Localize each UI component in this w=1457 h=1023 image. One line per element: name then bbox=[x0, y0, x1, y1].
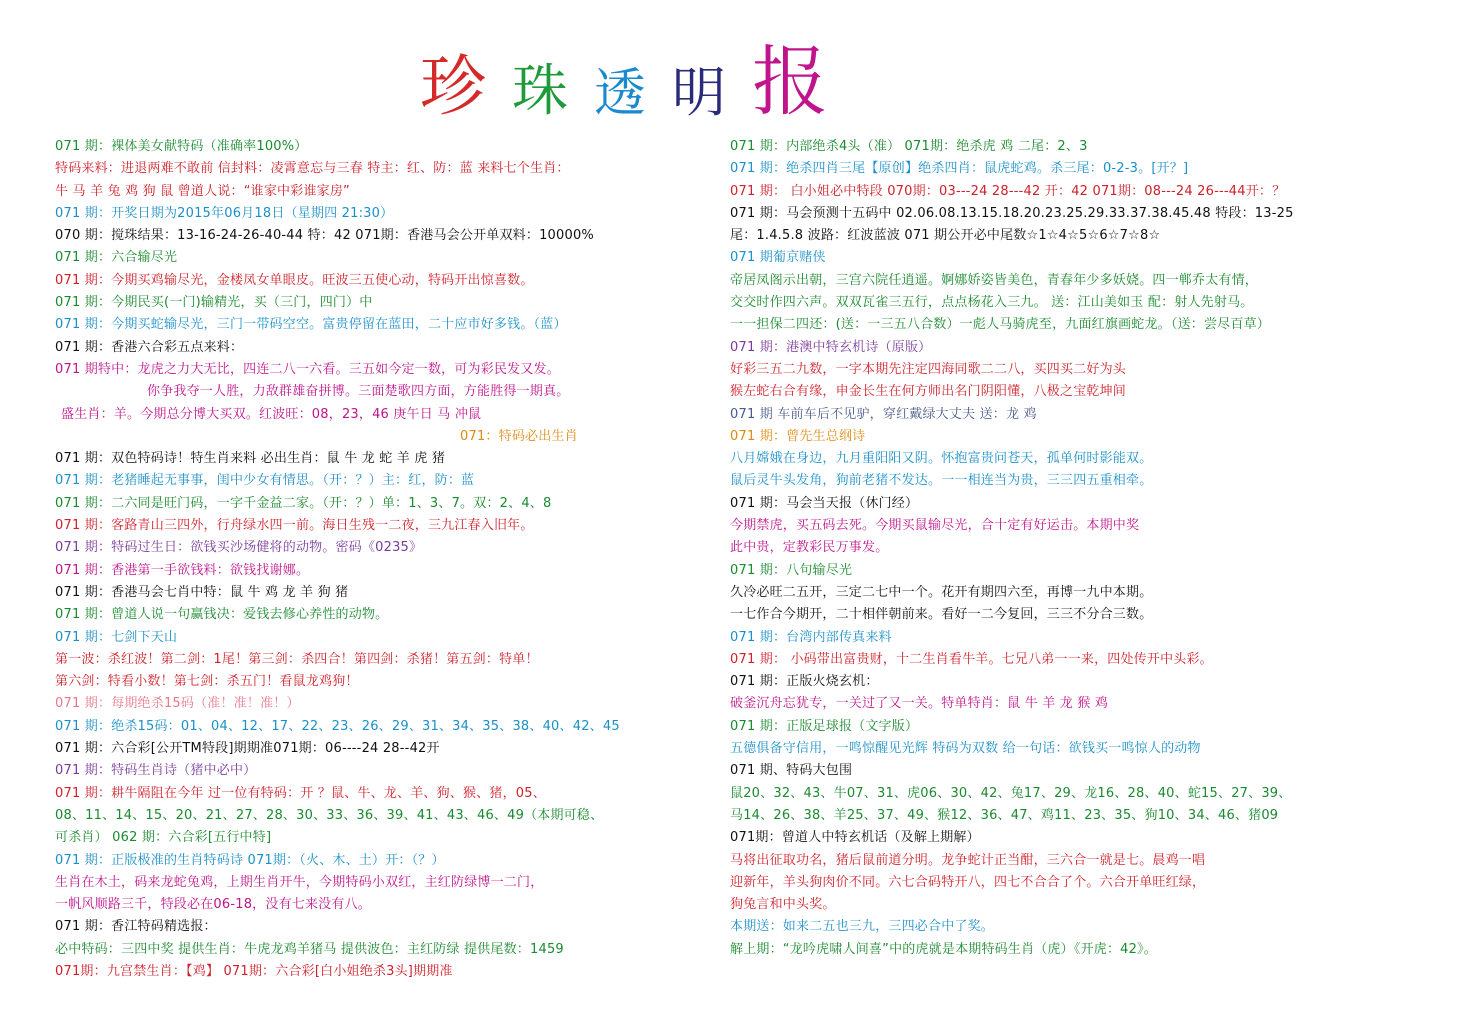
right-text-line: 八月嫦娥在身边，九月重阳阳又阴。怀抱富贵问苍天，孤单何时影能双。 bbox=[730, 451, 1153, 467]
right-text-line: 破釜沉舟忘犹专，一关过了又一关。特单特肖：鼠 牛 羊 龙 猴 鸡 bbox=[730, 696, 1109, 712]
left-text-line: 071 期：双色特码诗！特生肖来料 必出生肖：鼠 牛 龙 蛇 羊 虎 猪 bbox=[55, 451, 446, 467]
right-column bbox=[730, 136, 1430, 961]
right-text-line: 本期送：如来二五也三九，三四必合中了奖。 bbox=[730, 919, 995, 935]
left-text-line: 071 期：今期买蛇输尽光，三门一带码空空。富贵停留在蓝田，二十应市好多钱。（蓝） bbox=[55, 317, 567, 333]
right-text-line: 071 期：绝杀四肖三尾【原创】绝杀四肖：鼠虎蛇鸡。杀三尾：0-2-3。[开？] bbox=[730, 161, 1189, 177]
left-text-line: 第一波：杀红波！第二剑：1尾！第三剑：杀四合！第四剑：杀猪！第五剑：特单！ bbox=[55, 651, 539, 667]
right-text-line: 鼠20、32、43、牛07、31、虎06、30、42、兔17、29、龙16、28、40、蛇15、27、39、 bbox=[730, 785, 1292, 801]
right-text-line: 071期：曾道人中特玄机话（及解上期解） bbox=[730, 830, 980, 846]
right-text-line: 071 期：曾先生总纲诗 bbox=[730, 428, 866, 444]
left-text-line: 一帆风顺路三千，特段必在06-18，没有七来没有八。 bbox=[55, 897, 371, 913]
title-char-3: 透 bbox=[594, 64, 647, 124]
left-text-line: 必中特码：三四中奖 提供生肖：牛虎龙鸡羊猪马 提供波色：主红防绿 提供尾数：1459 bbox=[55, 941, 564, 957]
left-text-line: 071 期：客路青山三四外，行舟绿水四一前。海日生残一二夜，三九江春入旧年。 bbox=[55, 518, 534, 534]
title-char-2: 珠 bbox=[512, 59, 568, 124]
left-text-line: 071 期：六合彩[公开TM特段]期期准071期：06----24 28--42开 bbox=[55, 741, 440, 757]
right-text-line: 071 期：马会预测十五码中 02.06.08.13.15.18.20.23.25.29.33.37.38.45.48 特段：13-25 bbox=[730, 205, 1294, 221]
right-text-line: 好彩三五二九数，一字本期先注定四海同歌二二八，买四买二好为头 bbox=[730, 361, 1127, 377]
right-text-line: 此中贵，定教彩民万事发。 bbox=[730, 540, 889, 556]
right-text-line: 071 期：内部绝杀4头（准） 071期：绝杀虎 鸡 二尾：2、3 bbox=[730, 139, 1088, 154]
left-text-line: 盛生肖：羊。今期总分博大买双。红波旺：08，23，46 庚午日 马 冲鼠 bbox=[61, 406, 482, 422]
right-text-line: 一七作合今期开，二十相伴朝前来。看好一二今复回，三三不分合三数。 bbox=[730, 607, 1153, 623]
left-text-line: 071 期：香港第一手欲钱料：欲钱找谢娜。 bbox=[55, 562, 310, 578]
right-text-line: 久冷必旺二五开，三定二七中一个。花开有期四六至，再博一九中本期。 bbox=[730, 584, 1153, 600]
left-text-line: 生肖在木土，码来龙蛇兔鸡，上期生肖开牛，今期特码小双红，主红防绿博一二门， bbox=[55, 874, 544, 890]
right-text-line: 五德俱备守信用，一鸣惊醒见光辉 特码为双数 给一句话：欲钱买一鸣惊人的动物 bbox=[730, 741, 1201, 757]
right-text-line: 071 期：马会当天报（休门经） bbox=[730, 495, 919, 511]
left-text-line: 071 期：开奖日期为2015年06月18日（星期四 21:30） bbox=[55, 205, 394, 221]
left-text-line: 071 期：耕牛隔阻在今年 过一位有特码：开 ？鼠、牛、龙、羊、狗、猴、猪，05、 bbox=[55, 785, 546, 801]
left-text-line: 你争我夺一人胜，力敌群雄奋拼博。三面楚歌四方面，方能胜得一期真。 bbox=[147, 384, 570, 400]
left-text-line: 071 期：七剑下天山 bbox=[55, 629, 178, 645]
right-text-line: 马将出征取功名，猪后鼠前道分明。龙争蛇计正当酣，三六合一就是七。晨鸡一唱 bbox=[730, 852, 1206, 868]
right-text-line: 071 期： 小码带出富贵财，十二生肖看牛羊。七兄八弟一一来，四处传开中头彩。 bbox=[730, 651, 1213, 667]
left-text-line: 071 期特中：龙虎之力大无比，四连二八一六看。三五如今定一数，可为彩民发又发。 bbox=[55, 361, 560, 377]
right-text-line: 迎新年，羊头狗肉价不同。六七合码特开八，四七不合合了个。六合开单旺红绿， bbox=[730, 874, 1206, 890]
left-column bbox=[55, 136, 710, 983]
left-text-line: 070 期：搅珠结果：13-16-24-26-40-44 特：42 071期：香港马会公开单双料：10000% bbox=[55, 228, 594, 244]
title-char-1: 珍 bbox=[420, 48, 486, 125]
right-text-line: 071 期：正版火烧玄机： bbox=[730, 674, 879, 690]
left-text-line: 071 期：每期绝杀15码（准！准！准！） bbox=[55, 696, 300, 712]
right-text-line: 解上期：“龙吟虎啸人间喜”中的虎就是本期特码生肖（虎）《开虎：42》。 bbox=[730, 941, 1158, 957]
left-text-line: 特码来料：进退两难不敢前 信封料：凌霄意忘与三春 特主：红、防：蓝 来料七个生肖： bbox=[55, 161, 570, 177]
right-text-line: 071 期：港澳中特玄机诗（原版） bbox=[730, 339, 932, 355]
left-text-line: 071 期：特码生肖诗（猪中必中） bbox=[55, 763, 257, 779]
left-text-line: 可杀肖） 062 期：六合彩[五行中特] bbox=[55, 830, 272, 846]
left-text-line: 牛 马 羊 兔 鸡 狗 鼠 曾道人说：“谁家中彩谁家房” bbox=[55, 183, 350, 199]
left-text-line: 071 期：今期民买(一门)输精光，买（三门，四门）中 bbox=[55, 295, 373, 311]
right-text-line: 尾：1.4.5.8 波路：红波蓝波 071 期公开必中尾数☆1☆4☆5☆6☆7☆8☆ bbox=[730, 228, 1161, 244]
left-text-line: 071 期：正版极准的生肖特码诗 071期：（火、木、土）开：（？） bbox=[55, 852, 445, 868]
title-char-4: 明 bbox=[672, 61, 727, 124]
right-text-line: 071 期 车前车后不见驴，穿红戴绿大丈夫 送：龙 鸡 bbox=[730, 406, 1037, 422]
left-text-line: 071 期：香港马会七肖中特：鼠 牛 鸡 龙 羊 狗 猪 bbox=[55, 584, 349, 600]
left-text-line: 071 期：绝杀15码：01、04、12、17、22、23、26、29、31、34、35、38、40、42、45 bbox=[55, 718, 620, 734]
right-text-line: 071 期、特码大包围 bbox=[730, 763, 853, 779]
right-text-line: 071 期： 白小姐必中特段 070期：03---24 28---42 开：42 071期：08---24 26---44开：？ bbox=[730, 183, 1286, 199]
right-text-line: 狗兔言和中头奖。 bbox=[730, 897, 836, 913]
right-text-line: 一一担保二四还：(送：一三五八合数）一彪人马骑虎至，九面红旗画蛇龙。（送：尝尽百草） bbox=[730, 317, 1270, 333]
right-text-line: 交交时作四六声。双双瓦雀三五行，点点杨花入三九。 送：江山美如玉 配：射人先射马。 bbox=[730, 295, 1254, 311]
right-text-line: 鼠后灵牛头发角，狗前老猪不发达。一一相连当为贵，三三四五重相牵。 bbox=[730, 473, 1153, 489]
left-text-line: 071期：九宫禁生肖：【鸡】 071期：六合彩[白小姐绝杀3头]期期准 bbox=[55, 963, 453, 979]
right-text-line: 猴左蛇右合有缘，申金长生在何方师出名门阴阳懂，八极之宝乾坤间 bbox=[730, 384, 1127, 400]
title-char-5: 报 bbox=[752, 37, 829, 126]
right-text-line: 帝居凤阁示出朝，三宫六院任逍遥。婀娜娇姿皆美色，青春年少多妖娆。四一郸乔太有情， bbox=[730, 272, 1259, 288]
right-text-line: 071 期：八句输尽光 bbox=[730, 562, 853, 578]
newspaper-title bbox=[420, 30, 940, 126]
left-text-line: 071：特码必出生肖 bbox=[460, 428, 578, 444]
left-text-line: 071 期：老猪睡起无事事，闺中少女有情思。（开：？）主：红，防：蓝 bbox=[55, 473, 475, 489]
right-text-line: 071 期：正版足球报（文字版） bbox=[730, 718, 919, 734]
left-text-line: 071 期：香港六合彩五点来料： bbox=[55, 339, 244, 355]
left-text-line: 071 期：裸体美女献特码（准确率100%） bbox=[55, 139, 308, 154]
left-text-line: 071 期：二六同是旺门码，一字千金益二家。（开：？）单：1、3、7。双：2、4、8 bbox=[55, 495, 552, 511]
left-text-line: 08、11、14、15、20、21、27、28、30、33、36、39、41、43、46、49（本期可稳、 bbox=[55, 807, 604, 823]
left-text-line: 071 期：香江特码精选报： bbox=[55, 919, 217, 935]
left-text-line: 071 期：特码过生日：欲钱买沙场健将的动物。密码《0235》 bbox=[55, 540, 423, 556]
left-text-line: 第六剑：特看小数！第七剑：杀五门！看鼠龙鸡狗！ bbox=[55, 674, 359, 690]
left-text-line: 071 期：今期买鸡输尽光，金楼凤女单眼皮。旺波三五使心动，特码开出惊喜数。 bbox=[55, 272, 534, 288]
right-text-line: 马14、26、38、羊25、37、49、猴12、36、47、鸡11、23、35、狗10、34、46、猪09 bbox=[730, 807, 1279, 823]
right-text-line: 071 期：台湾内部传真来料 bbox=[730, 629, 892, 645]
left-text-line: 071 期：六合输尽光 bbox=[55, 250, 178, 266]
left-text-line: 071 期：曾道人说一句赢钱决：爱钱去修心养性的动物。 bbox=[55, 607, 389, 623]
right-text-line: 今期禁虎，买五码去死。今期买鼠输尽光，合十定有好运击。本期中奖 bbox=[730, 518, 1140, 534]
right-text-line: 071 期葡京赌侠 bbox=[730, 250, 826, 266]
